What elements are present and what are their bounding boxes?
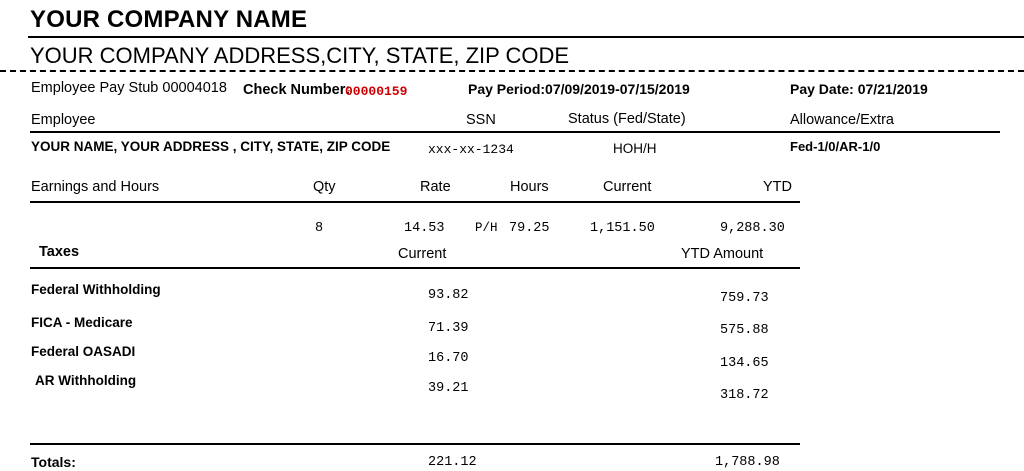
- earnings-column-header-label: Earnings and Hours: [31, 179, 160, 195]
- totals-current: 221.12: [428, 455, 477, 470]
- tax-row-name: FICA - Medicare: [31, 315, 133, 330]
- employee-column-header: Employee: [31, 112, 96, 128]
- tax-row-ytd: 759.73: [720, 291, 769, 306]
- earnings-column-header-rate: Rate: [420, 179, 451, 195]
- totals-ytd: 1,788.98: [715, 455, 780, 470]
- company-name: YOUR COMPANY NAME: [30, 6, 308, 33]
- divider-taxes-header: [30, 267, 800, 269]
- earnings-column-header-hours: Hours: [510, 179, 549, 195]
- tax-row-current: 71.39: [428, 321, 469, 336]
- ssn-column-header: SSN: [466, 112, 496, 128]
- divider-totals: [30, 443, 800, 445]
- check-number-label: Check Number:: [243, 82, 351, 98]
- pay-period: Pay Period:07/09/2019-07/15/2019: [468, 81, 690, 97]
- divider-company-name: [28, 36, 1024, 38]
- employee-name-value: YOUR NAME, YOUR ADDRESS , CITY, STATE, ZIP CODE: [31, 139, 391, 154]
- allowance-column-header: Allowance/Extra: [790, 112, 894, 128]
- divider-tear-line: [0, 70, 1024, 72]
- earnings-row-qty: 8: [315, 221, 324, 236]
- employee-ssn-value: xxx-xx-1234: [428, 142, 514, 157]
- taxes-column-header-current: Current: [398, 246, 447, 262]
- tax-row-ytd: 134.65: [720, 356, 769, 371]
- earnings-row-current: 1,151.50: [590, 221, 655, 236]
- tax-row-ytd: 318.72: [720, 388, 769, 403]
- taxes-section-label: Taxes: [39, 244, 80, 260]
- pay-date: Pay Date: 07/21/2019: [790, 81, 928, 97]
- tax-row-current: 16.70: [428, 351, 469, 366]
- tax-row-name: Federal Withholding: [31, 282, 161, 297]
- earnings-row-rate-unit: P/H: [475, 221, 498, 235]
- pay-stub-label: Employee Pay Stub 00004018: [31, 80, 227, 96]
- tax-row-current: 93.82: [428, 288, 469, 303]
- earnings-row-ytd: 9,288.30: [720, 221, 785, 236]
- totals-label: Totals:: [31, 454, 76, 470]
- tax-row-ytd: 575.88: [720, 323, 769, 338]
- earnings-row-hours: 79.25: [509, 221, 550, 236]
- divider-employee-header: [30, 131, 1000, 133]
- status-column-header: Status (Fed/State): [568, 111, 686, 127]
- taxes-column-header-ytd: YTD Amount: [681, 246, 764, 262]
- tax-row-name: Federal OASADI: [31, 344, 136, 359]
- tax-row-name: AR Withholding: [35, 373, 137, 388]
- divider-earnings-header: [30, 201, 800, 203]
- tax-row-current: 39.21: [428, 381, 469, 396]
- earnings-row-rate: 14.53: [404, 221, 445, 236]
- earnings-column-header-qty: Qty: [313, 179, 336, 195]
- employee-allowance-value: Fed-1/0/AR-1/0: [790, 139, 881, 154]
- employee-status-value: HOH/H: [613, 141, 657, 156]
- earnings-column-header-current: Current: [603, 179, 652, 195]
- check-number-value: 00000159: [345, 84, 408, 99]
- earnings-column-header-ytd: YTD: [763, 179, 792, 195]
- company-address: YOUR COMPANY ADDRESS,CITY, STATE, ZIP CODE: [30, 43, 570, 68]
